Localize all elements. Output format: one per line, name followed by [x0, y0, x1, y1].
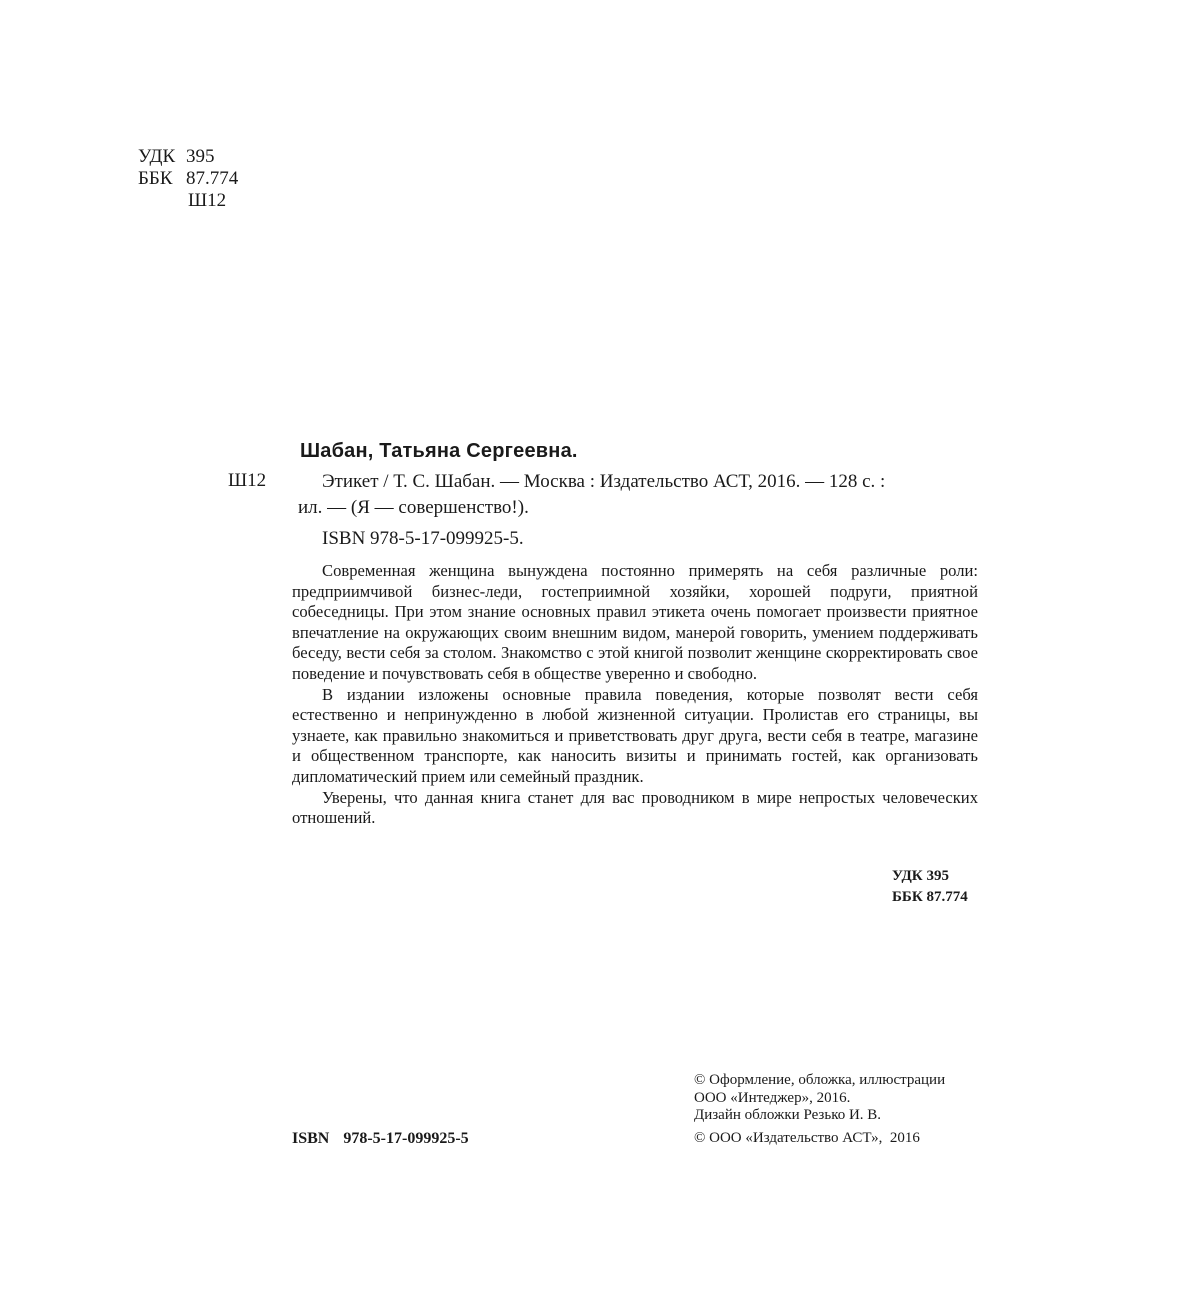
copyright-block	[694, 1072, 945, 1147]
annotation-paragraph-2: В издании изложены основные правила поведения, которые позволят вести себя естественно и непринужденно в любой жизненной ситуации. Пролистав его страницы, вы узнаете, как правильно знакомиться и приветствовать друг друга, вести себя в театре, магазине и общественном транспорте, как наносить визиты и принимать гостей, как организовать дипломатический прием или семейный праздник.	[292, 684, 978, 786]
annotation-paragraph-1: Современная женщина вынуждена постоянно примерять на себя различные роли: предприимчивой бизнес-леди, гостеприимной хозяйки, хорошей подруги, приятной собеседницы. При этом знание основных правил этикета очень помогает произвести приятное впечатление на окружающих своим внешним видом, манерой говорить, умением поддерживать беседу, вести себя за столом. Знакомство с этой книгой позволит женщине скорректировать свое поведение и почувствовать себя в обществе уверенно и свободно.	[292, 561, 978, 683]
udk-bottom: УДК 395	[892, 868, 949, 884]
udk-row	[138, 146, 238, 168]
author-heading: Шабан, Татьяна Сергеевна.	[300, 440, 578, 462]
classification-top	[138, 146, 238, 212]
copyright-line-2: ООО «Интеджер», 2016.	[694, 1089, 851, 1106]
udk-label: УДК	[138, 146, 176, 167]
cutter-code-record: Ш12	[228, 470, 267, 491]
bbk-row	[138, 168, 238, 190]
copyright-line-3: Дизайн обложки Резько И. В.	[694, 1107, 882, 1123]
copyright-line-4: © ООО «Издательство АСТ», 2016	[694, 1129, 920, 1146]
description-line-1: Этикет / Т. С. Шабан. — Москва : Издательство АСТ, 2016. — 128 с. :	[322, 471, 886, 492]
udk-value: 395	[186, 146, 215, 167]
bibliographic-description	[298, 469, 978, 521]
bbk-value: 87.774	[186, 168, 239, 189]
classification-bottom	[892, 866, 968, 908]
record-isbn: ISBN 978-5-17-099925-5.	[322, 528, 524, 549]
annotation-paragraph-3: Уверены, что данная книга станет для вас проводником в мире непростых человеческих отношений.	[292, 787, 978, 828]
bbk-label: ББК	[138, 168, 173, 189]
copyright-line-1: © Оформление, обложка, иллюстрации	[694, 1072, 946, 1088]
bbk-bottom: ББК 87.774	[892, 889, 968, 905]
annotation	[292, 561, 978, 829]
cutter-code-top: Ш12	[188, 190, 227, 211]
description-line-2: ил. — (Я — совершенство!).	[298, 497, 529, 518]
isbn-bottom: ISBN 978-5-17-099925-5	[292, 1130, 469, 1147]
